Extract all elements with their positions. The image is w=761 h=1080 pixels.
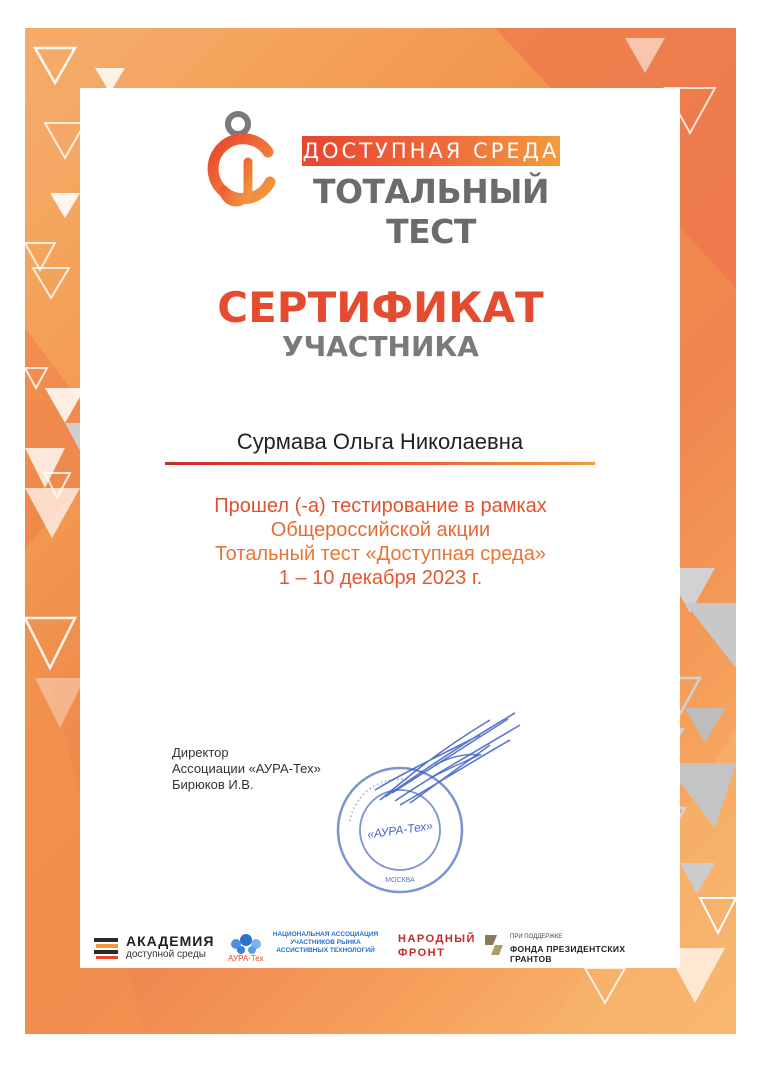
svg-text:* * * * * * * * * * * * * * *: * * * * * * * * * * * * * * * * * * * *	[348, 777, 413, 823]
narodny-front-line-2: ФРОНТ	[398, 947, 446, 959]
stamp-city-text: МОСКВА	[385, 877, 415, 884]
body-line-4: 1 – 10 декабря 2023 г.	[278, 567, 483, 589]
stamp-center-text: «АУРА-Тех»	[366, 818, 434, 842]
certificate-subtitle: УЧАСТНИКА	[282, 330, 479, 363]
fpg-support-text: ПРИ ПОДДЕРЖКЕ	[510, 934, 563, 940]
akademiya-subtitle: доступной среды	[126, 949, 206, 960]
certificate-title: СЕРТИФИКАТ	[217, 283, 544, 332]
nat-assoc-line-1: НАЦИОНАЛЬНАЯ АССОЦИАЦИЯ	[272, 931, 379, 938]
logo-bottom-text: ТОТАЛЬНЫЙ ТЕСТ	[312, 172, 550, 251]
fpg-name-text: ФОНДА ПРЕЗИДЕНТСКИХ ГРАНТОВ	[510, 944, 626, 964]
logo-top-text: ДОСТУПНАЯ СРЕДА	[302, 139, 560, 163]
body-line-1: Прошел (-а) тестирование в рамках	[214, 495, 547, 517]
signature-block	[172, 745, 321, 793]
narodny-front-line-1: НАРОДНЫЙ	[398, 933, 476, 945]
certificate-body	[150, 494, 611, 590]
nat-assoc-line-3: АССИСТИВНЫХ ТЕХНОЛОГИЙ	[276, 947, 375, 954]
signer-organization: Ассоциации «АУРА-Тех»	[172, 761, 321, 776]
aura-tech-name: АУРА-Тех	[228, 954, 264, 963]
presidential-grants-icon	[483, 933, 505, 957]
handwritten-signature	[340, 705, 530, 815]
dostupnaya-sreda-logo-icon	[198, 110, 294, 220]
nat-assoc-line-2: УЧАСТНИКОВ РЫНКА	[290, 939, 361, 946]
signer-name: Бирюков И.В.	[172, 777, 254, 792]
body-line-3: Тотальный тест «Доступная среда»	[215, 543, 546, 565]
akademiya-title: АКАДЕМИЯ	[126, 933, 215, 949]
national-association-text	[268, 931, 383, 955]
partner-logos	[88, 928, 668, 968]
books-icon	[94, 934, 120, 960]
recipient-underline	[165, 462, 595, 465]
recipient-name: Сурмава Ольга Николаевна	[236, 429, 524, 454]
signer-role: Директор	[172, 745, 229, 760]
body-line-2: Общероссийской акции	[270, 519, 491, 541]
